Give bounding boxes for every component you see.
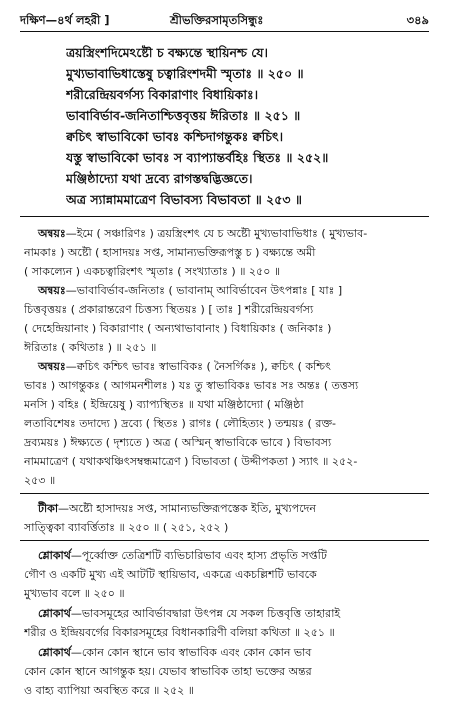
sloka-text: শরীর ও ইন্দ্রিয়বর্গের বিকারসমূহের বিধানকারিণী বলিয়া কথিতা ॥ ২৫১ ॥ xyxy=(24,626,335,639)
sloka-section-251 xyxy=(24,604,428,642)
anvaya-text: ঈরিতাঃ ( কথিতাঃ ) ॥ ২৫১ ॥ xyxy=(24,341,157,354)
verse-line: মুখ্যভাবাভিধাস্তেষু চত্বারিংশদমী স্মৃতাঃ ॥ ২৫০ ॥ xyxy=(66,66,304,81)
anvaya-text: লতাবিশেষঃ তদাদ্যে ) দ্রব্যে ( স্থিতঃ ) রাগঃ ( লৌহিত্যং ) তন্ময়ঃ ( রক্ত- xyxy=(24,417,337,430)
anvaya-text: চিত্তবৃত্তয়ঃ ( প্রকারান্তরেণ চিত্তস্য স্থিতয়ঃ ) [ তাঃ ] শরীরেন্দ্রিয়বর্গস্য xyxy=(24,303,314,316)
verse-line: শরীরেন্দ্রিয়বর্গস্য বিকারাণাং বিধায়িকাঃ। xyxy=(66,87,259,102)
verse-line: মঞ্জিষ্ঠাদ্যো যথা দ্রব্যে রাগস্তদ্বদ্ভিজ্ঞতে। xyxy=(66,171,253,186)
tika-section xyxy=(24,499,428,537)
anvaya-section-251 xyxy=(24,281,428,357)
running-header xyxy=(20,12,429,28)
sloka-text: —কোন কোন স্থানে ভাব স্বাভাবিক এবং কোন কোন ভাব xyxy=(70,646,312,659)
sloka-label: শ্লোকার্থ xyxy=(38,549,71,562)
sloka-text: গৌণ ও একটি মুখ্য এই আটটি স্থায়িভাব, একত্রে একচল্লিশটি ভাবকে xyxy=(24,568,317,581)
anvaya-text: ( দেহেন্দ্রিয়ানাং ) বিকারাণাং ( অন্যথাভাবানাং ) বিধায়িকাঃ ( জনিকাঃ ) xyxy=(24,322,332,335)
anvaya-text: ২৫৩ ॥ xyxy=(24,474,56,487)
verse-line: যস্তু স্বাভাবিকো ভাবঃ স ব্যাপ্যান্তর্বহিঃ স্থিতঃ ॥ ২৫২॥ xyxy=(66,150,329,165)
tika-rule xyxy=(20,493,429,494)
header-rule xyxy=(20,31,429,32)
verse-rule xyxy=(20,216,429,217)
header-book-title: শ্রীভক্তিরসামৃতসিন্ধুঃ xyxy=(170,13,264,27)
header-page-number: ৩৪৯ xyxy=(406,13,429,27)
verse-line: অত্র স্যান্নামমাত্রেণ বিভাবস্য বিভাবতা ॥ ২৫৩ ॥ xyxy=(66,192,302,207)
anvaya-text: ( সাকল্যেন ) একচত্বারিংশৎ স্মৃতাঃ ( সংখ্যাতাঃ ) ॥ ২৫০ ॥ xyxy=(24,265,281,278)
sloka-text: কোন কোন স্থানে আগন্তুক হয়। যেভাব স্বাভাবিক তাহা ভক্তের অন্তর xyxy=(24,665,312,678)
sloka-label: শ্লোকার্থ xyxy=(38,607,71,620)
anvaya-text: নামমাত্রেণ ( যথাকথঞ্চিৎসম্বন্ধমাত্রেণ ) বিভাবতা ( উদ্দীপকতা ) স্যাৎ ॥ ২৫২- xyxy=(24,455,358,468)
anvaya-label: অন্বয়ঃ xyxy=(38,227,66,240)
anvaya-text: —ক্বচিৎ কশ্চিৎ ভাবঃ স্বাভাবিকঃ ( নৈসর্গিকঃ ), ক্বচিৎ ( কশ্চিৎ xyxy=(65,360,331,373)
header-chapter: দক্ষিণ—৪র্থ লহরী ] xyxy=(20,13,110,27)
anvaya-label: অন্বয়ঃ xyxy=(38,284,66,297)
sloka-label: শ্লোকার্থ xyxy=(38,646,71,659)
verse-line: ত্রয়স্ত্রিংশদিমেঽষ্টৌ চ বক্ষ্যন্তে স্থায়িনশ্চ যে। xyxy=(66,45,268,60)
sloka-section-252 xyxy=(24,643,428,700)
anvaya-text: —ইমে ( সঞ্চারিণঃ ) ত্রয়স্ত্রিংশৎ যে চ অষ্টৌ মুখ্যভাবাভিধাঃ ( মুখ্যভাব- xyxy=(65,227,368,240)
verse-block xyxy=(66,42,426,210)
sloka-text: মুখ্যভাব বলে ॥ ২৫০ ॥ xyxy=(24,587,125,600)
anvaya-text: —ভাবাবির্ভাব-জনিতাঃ ( ভাবানাম্ আবির্ভাবেন উৎপন্নাঃ [ যাঃ ] xyxy=(65,284,343,297)
sloka-rule xyxy=(20,540,429,541)
verse-line: ভাবাবির্ভাব-জনিতাশ্চিত্তবৃত্তয় ঈরিতাঃ ॥ ২৫১ ॥ xyxy=(66,108,301,123)
sloka-text: —ভাবসমূহের আবির্ভাবদ্বারা উৎপন্ন যে সকল চিত্তবৃত্তি তাহারাই xyxy=(70,607,341,620)
tika-label: টীকা xyxy=(38,502,59,515)
anvaya-text: মনসি ) বহিঃ ( ইন্দ্রিয়েষু ) ব্যাপ্যস্থিতঃ ॥ যথা মঞ্জিষ্ঠাদ্যো ( মঞ্জিষ্ঠা xyxy=(24,398,304,411)
anvaya-text: ভাবঃ ) আগন্তুকঃ ( আগমনশীলঃ ) যঃ তু স্বাভাবিকঃ ভাবঃ সঃ অন্তঃ ( তত্তস্য xyxy=(24,379,359,392)
sloka-section-250 xyxy=(24,546,428,603)
anvaya-text: দ্রব্যময়ঃ ) ঈক্ষ্যতে ( দৃশ্যতে ) অত্র ( অস্মিন্ স্বাভাবিকে ভাবে ) বিভাবস্য xyxy=(24,436,332,449)
sloka-text: —পূর্ব্বোক্ত তেত্রিশটি ব্যভিচারিভাব এবং হাস্য প্রভৃতি সপ্তটি xyxy=(70,549,327,562)
anvaya-section-250 xyxy=(24,224,428,281)
anvaya-label: অন্বয়ঃ xyxy=(38,360,66,373)
sloka-text: ও বাহ্য ব্যাপিয়া অবস্থিত করে ॥ ২৫২ ॥ xyxy=(24,684,195,697)
anvaya-text: নামকাঃ ) অষ্টৌ ( হাসাদয়ঃ সপ্ত, সামান্যভক্তিরূপস্তু চ ) বক্ষ্যন্তে অমী xyxy=(24,246,316,259)
tika-text: —অষ্টৌ হাসাদয়ঃ সপ্ত, সামান্যভক্তিরূপস্তেক ইতি, মুখ্যপদেন xyxy=(58,502,316,515)
tika-text: সাত্ত্বিকা ব্যাবর্ত্তিতাঃ ॥ ২৫০ ॥ ( ২৫১, ২৫২ ) xyxy=(24,521,229,534)
verse-line: ক্বচিৎ স্বাভাবিকো ভাবঃ কশ্চিদাগন্তুকঃ ক্বচিৎ। xyxy=(66,129,284,144)
anvaya-section-252 xyxy=(24,357,428,490)
